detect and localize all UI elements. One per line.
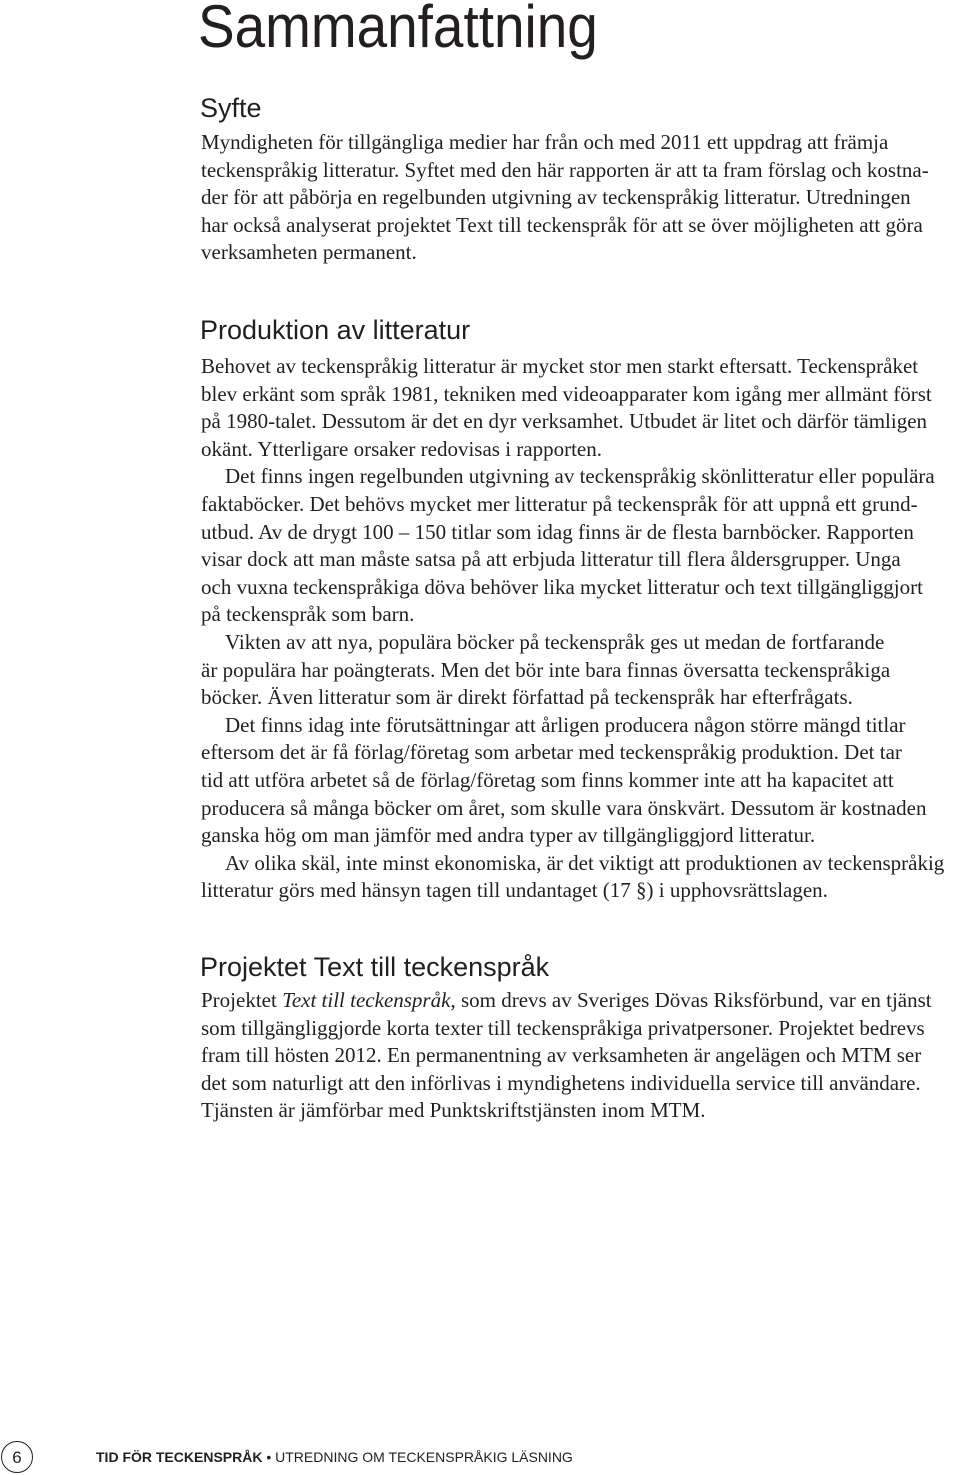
paragraph — [201, 987, 946, 1125]
publication-title: TID FÖR TECKENSPRÅK — [96, 1449, 263, 1465]
paragraph — [201, 629, 946, 712]
text-line: är populära har poängterats. Men det bör inte bara finnas översatta teckenspråkiga — [201, 657, 891, 682]
page-number: 6 — [12, 1447, 22, 1467]
section-heading-produktion: Produktion av litteratur — [200, 315, 471, 345]
text-line: Behovet av teckenspråkig litteratur är mycket stor men starkt eftersatt. Teckenspråket — [201, 354, 919, 378]
paragraph — [201, 850, 946, 905]
text-line: verksamheten permanent. — [201, 240, 417, 265]
text-line: på 1980-talet. Dessutom är det en dyr verksamhet. Utbudet är litet och därför tämligen — [201, 409, 928, 434]
text-line: Vikten av att nya, populära böcker på teckenspråk ges ut medan de fortfarande — [225, 629, 885, 654]
paragraph — [201, 353, 946, 463]
running-footer — [96, 1450, 573, 1464]
text-segment: Projektet — [201, 988, 283, 1012]
text-line: Av olika skäl, inte minst ekonomiska, är det viktigt att produktionen av teckenspråkig — [225, 850, 945, 875]
text-line: tid att utföra arbetet så de förlag/företag som finns kommer inte att ha kapacitet att — [201, 767, 894, 792]
text-line: på teckenspråk som barn. — [201, 602, 415, 627]
text-line: det som naturligt att den införlivas i myndighetens individuella service till användare. — [201, 1070, 921, 1095]
text-segment: , som drevs av Sveriges Dövas Riksförbund, var en tjänst — [450, 988, 932, 1012]
text-line: eftersom det är få förlag/företag som arbetar med teckenspråkig produktion. Det tar — [201, 740, 902, 765]
section-body-produktion — [201, 353, 946, 905]
paragraph — [201, 463, 946, 629]
section-heading-syfte: Syfte — [200, 93, 262, 123]
text-line: Tjänsten är jämförbar med Punktskriftstjänsten inom MTM. — [201, 1098, 706, 1123]
separator-bullet: • — [266, 1449, 272, 1465]
text-line — [201, 987, 946, 1015]
text-line: ganska hög om man jämför med andra typer av tillgängliggjord litteratur. — [201, 823, 816, 848]
text-line: Det finns ingen regelbunden utgivning av teckenspråkig skönlitteratur eller populära — [225, 464, 935, 489]
text-line: blev erkänt som språk 1981, tekniken med videoapparater kom igång mer allmänt först — [201, 381, 932, 406]
text-line: som tillgängliggjorde korta texter till teckenspråkiga privatpersoner. Projektet bedrevs — [201, 1015, 925, 1040]
text-line: visar dock att man måste satsa på att erbjuda litteratur till flera åldersgrupper. Unga — [201, 547, 901, 572]
text-line: utbud. Av de drygt 100 – 150 titlar som idag finns är de flesta barnböcker. Rapporten — [201, 519, 914, 544]
paragraph — [201, 712, 946, 850]
section-heading-projektet: Projektet Text till teckenspråk — [200, 952, 550, 982]
text-line: litteratur görs med hänsyn tagen till undantaget (17 §) i upphovsrättslagen. — [201, 878, 828, 903]
text-line: producera så många böcker om året, som skulle vara önskvärt. Dessutom är kostnaden — [201, 795, 927, 820]
page-number-badge — [1, 1441, 33, 1473]
text-line: faktaböcker. Det behövs mycket mer litteratur på teckenspråk för att uppnå ett grund- — [201, 491, 918, 516]
text-line: Det finns idag inte förutsättningar att årligen producera någon större mängd titlar — [225, 712, 906, 737]
publication-subtitle: UTREDNING OM TECKENSPRÅKIG LÄSNING — [275, 1449, 573, 1465]
text-line: okänt. Ytterligare orsaker redovisas i rapporten. — [201, 436, 602, 461]
section-body-projektet — [201, 987, 946, 1125]
text-line: har också analyserat projektet Text till teckenspråk för att se över möjligheten att göra — [201, 212, 923, 237]
text-line: böcker. Även litteratur som är direkt författad på teckenspråk har efterfrågats. — [201, 685, 853, 710]
text-line: der för att påbörja en regelbunden utgivning av teckenspråkig litteratur. Utredningen — [201, 185, 911, 210]
section-body-syfte — [201, 129, 946, 267]
page-title: Sammanfattning — [198, 0, 598, 60]
text-line: teckenspråkig litteratur. Syftet med den här rapporten är att ta fram förslag och kostna- — [201, 157, 929, 182]
italic-project-name: Text till teckenspråk — [282, 988, 451, 1012]
text-line: fram till hösten 2012. En permanentning av verksamheten är angelägen och MTM ser — [201, 1043, 922, 1068]
text-line: och vuxna teckenspråkiga döva behöver lika mycket litteratur och text tillgängliggjort — [201, 574, 923, 599]
text-line: Myndigheten för tillgängliga medier har från och med 2011 ett uppdrag att främja — [201, 130, 889, 154]
paragraph — [201, 129, 946, 267]
